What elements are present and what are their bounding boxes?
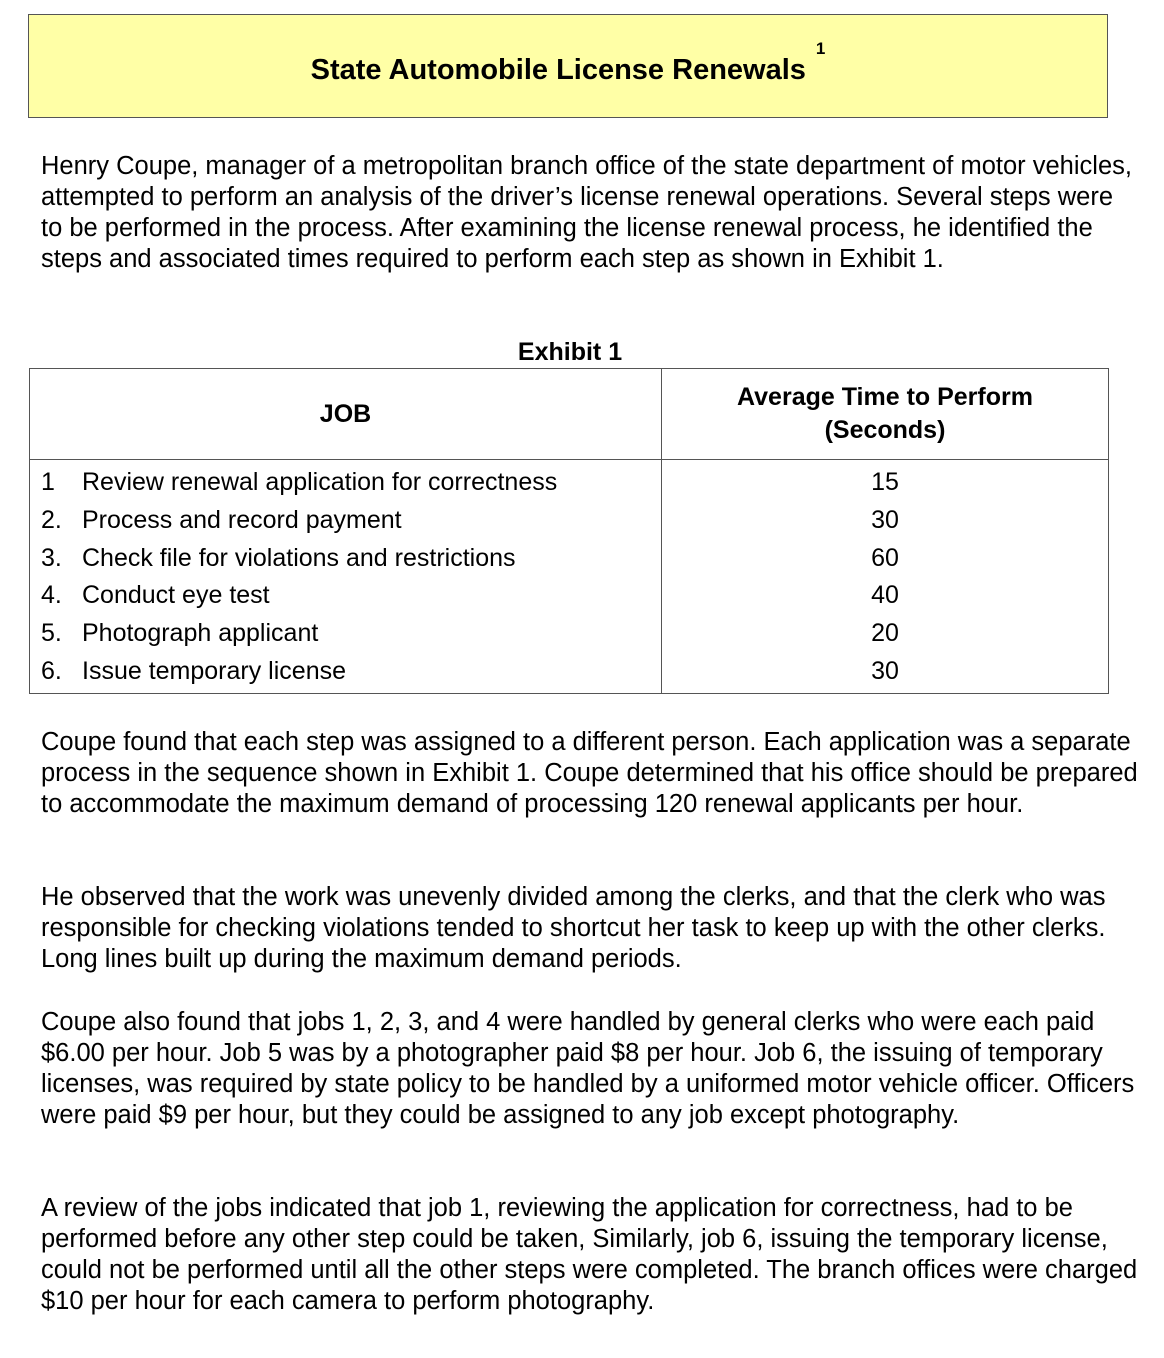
row-number: 2. — [41, 505, 62, 534]
row-time: 60 — [871, 543, 899, 572]
row-job: Conduct eye test — [82, 581, 270, 610]
row-job: Issue temporary license — [82, 656, 347, 685]
row-job: Photograph applicant — [82, 619, 319, 648]
paragraph-process: Coupe found that each step was assigned to a different person. Each application was a separate process in the sequence shown in Exhibit 1. Coupe determined that his office should be prepared to accommodate the maximum demand of processing 120 renewal applicants per hour. — [41, 728, 1138, 818]
page-title: State Automobile License Renewals — [310, 53, 806, 86]
exhibit-label: Exhibit 1 — [517, 338, 623, 366]
table-row — [30, 615, 1108, 653]
table-row — [30, 653, 1108, 691]
row-job: Process and record payment — [82, 505, 402, 534]
header-divider — [30, 459, 1108, 460]
table-body — [30, 464, 1108, 691]
column-header-time: Average Time to Perform (Seconds) — [737, 383, 1033, 444]
row-time: 15 — [871, 468, 899, 496]
paragraph-precedence: A review of the jobs indicated that job 1, reviewing the application for correctness, had to be performed before any other step could be taken, Similarly, job 6, issuing the temporary license, could not be performed until all the other steps were completed. The branch offices were charged $10 per hour for each camera to perform photography. — [41, 1194, 1138, 1315]
row-number: 1 — [41, 468, 55, 496]
row-time: 40 — [871, 581, 899, 610]
row-job: Review renewal application for correctness — [82, 468, 558, 496]
paragraph-wages: Coupe also found that jobs 1, 2, 3, and 4 were handled by general clerks who were each paid $6.00 per hour. Job 5 was by a photographer paid $8 per hour. Job 6, the issuing of temporary licenses, was required by state policy to be handled by a uniformed motor vehicle officer. Officers were paid $9 per hour, but they could be assigned to any job except photography. — [41, 1008, 1135, 1129]
row-time: 30 — [871, 505, 899, 534]
exhibit-table — [29, 368, 1109, 694]
title-footnote-marker: 1 — [815, 39, 826, 58]
table-row — [30, 540, 1108, 578]
paragraph-observation: He observed that the work was unevenly divided among the clerks, and that the clerk who was responsible for checking violations tended to shortcut her task to keep up with the other clerks. Long lines built up during the maximum demand periods. — [41, 883, 1106, 973]
row-job: Check file for violations and restrictions — [82, 543, 516, 572]
title-banner — [28, 14, 1108, 118]
row-time: 20 — [871, 619, 899, 648]
table-row — [30, 577, 1108, 615]
row-number: 5. — [41, 619, 62, 648]
row-number: 4. — [41, 581, 62, 610]
row-time: 30 — [871, 656, 899, 685]
column-header-job: JOB — [319, 399, 372, 428]
row-number: 3. — [41, 543, 62, 572]
row-number: 6. — [41, 656, 62, 685]
table-row — [30, 464, 1108, 502]
intro-paragraph: Henry Coupe, manager of a metropolitan branch office of the state department of motor vehicles, attempted to perform an analysis of the driver’s license renewal operations. Several steps were to be performed in the process. After examining the license renewal process, he identified the steps and associated times required to perform each step as shown in Exhibit 1. — [41, 152, 1132, 273]
table-row — [30, 502, 1108, 540]
